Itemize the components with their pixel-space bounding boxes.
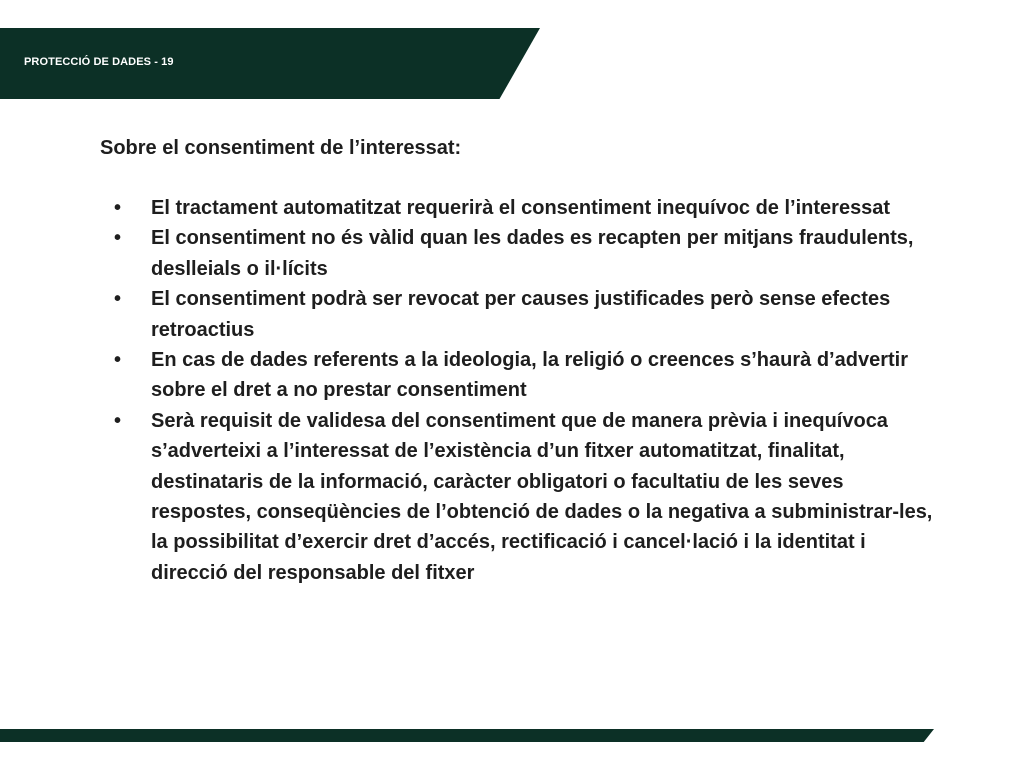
bullet-icon: • (114, 409, 122, 432)
bullet-icon: • (114, 349, 122, 372)
header-label: PROTECCIÓ DE DADES - 19 (24, 56, 174, 68)
bullet-item (100, 193, 940, 223)
bullet-icon: • (114, 227, 122, 250)
bullet-text: Serà requisit de validesa del consentiment que de manera prèvia i inequívoca s’adverteixi a l’interessat de l’existència d’un fitxer automatitzat, finalitat, destinataris de la informació, caràcter obligatori o facultatiu de les seves respostes, conseqüències de l’obtenció de dades o la negativa a subministrar-les, la possibilitat d’exercir dret d’accés, rectificació i cancel·lació i la identitat i direcció del responsable del fitxer (151, 409, 933, 584)
bullet-item (100, 223, 940, 284)
bullet-text: El consentiment no és vàlid quan les dades es recapten per mitjans fraudulents, deslleials o il·lícits (151, 227, 914, 280)
section-title: Sobre el consentiment de l’interessat: (100, 137, 462, 159)
bullet-list (100, 193, 940, 588)
bullet-text: El consentiment podrà ser revocat per causes justificades però sense efectes retroactius (151, 288, 891, 341)
bullet-item (100, 406, 940, 588)
footer-bar (0, 729, 934, 742)
bullet-icon: • (114, 288, 122, 311)
slide-content (100, 133, 940, 588)
bullet-text: El tractament automatitzat requerirà el consentiment inequívoc de l’interessat (151, 197, 891, 219)
bullet-item (100, 345, 940, 406)
bullet-icon: • (114, 197, 122, 219)
bullet-item (100, 284, 940, 345)
bullet-text: En cas de dades referents a la ideologia, la religió o creences s’haurà d’advertir sobre el dret a no prestar consentiment (151, 349, 908, 402)
